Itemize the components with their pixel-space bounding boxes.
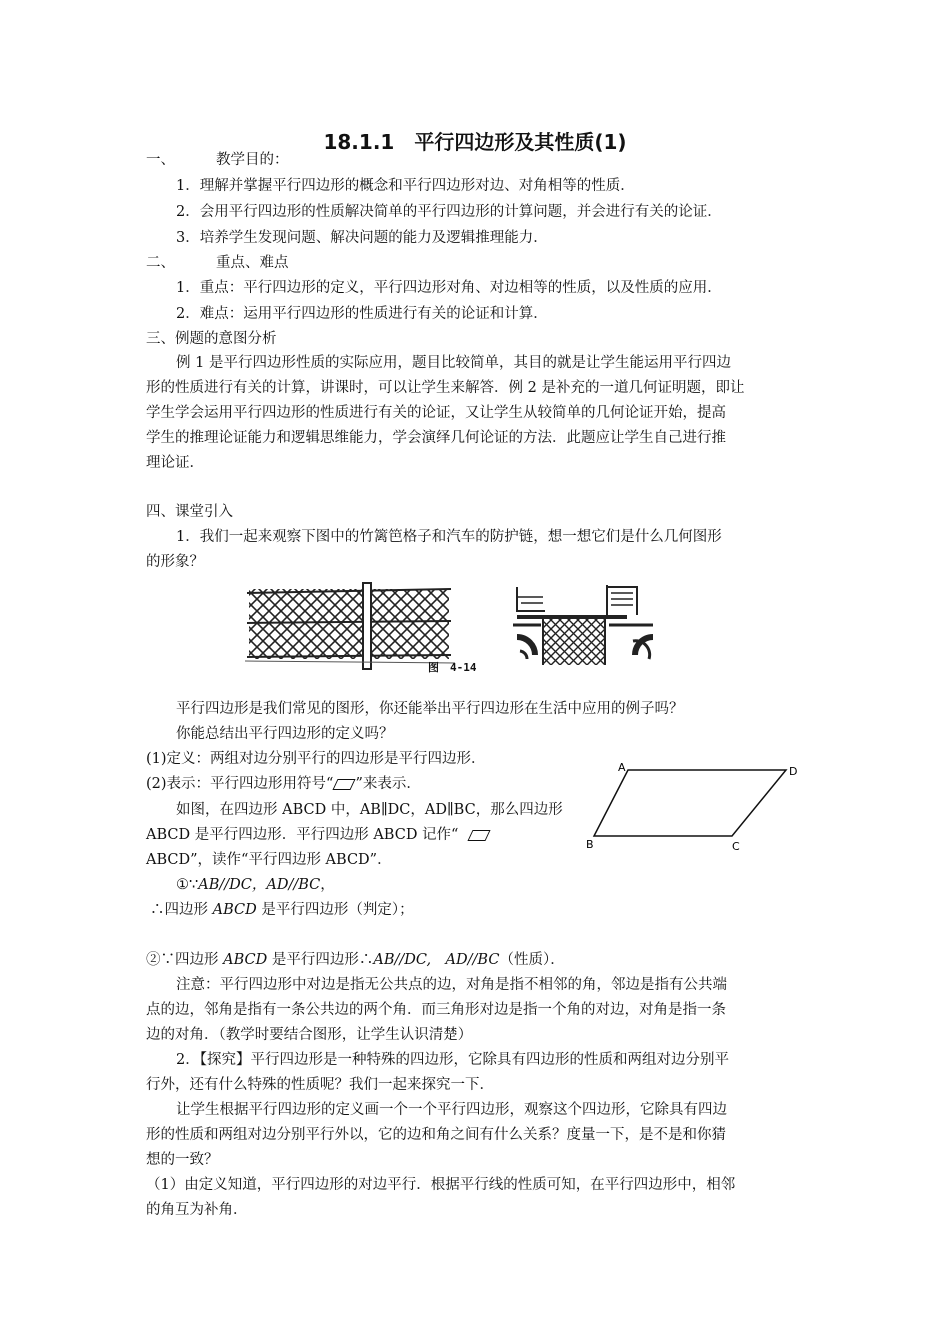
proof-line [146,950,565,970]
section-1-title: 教学目的： [216,152,289,168]
proof-math: ABCD [212,902,257,918]
proof-line [150,900,414,920]
notation-text: (2)表示：平行四边形用符号“ [146,776,334,792]
proof-text: 是平行四边形（判定）； [256,902,414,918]
section-2-item: 1．重点：平行四边形的定义，平行四边形对角、对边相等的性质，以及性质的应用． [176,280,722,296]
proof-text: ①∵ [176,877,199,893]
section-4-heading: 四、课堂引入 [146,504,233,520]
section-2-heading [146,253,289,273]
paragraph-line: 学生的推理论证能力和逻辑思维能力，学会演绎几何论证的方法．此题应让学生自己进行推 [146,430,726,446]
section-1-heading [146,150,289,170]
example-line: ABCD”，读作“平行四边形 ABCD”． [146,852,392,868]
paragraph-line: 想的一致？ [146,1152,219,1168]
paragraph-line: 形的性质和两组对边分别平行外以，它的边和角之间有什么关系？度量一下，是不是和你猜 [146,1127,726,1143]
section-2-number: 二、 [146,255,175,271]
car-guard-chain [513,585,653,665]
paragraph-line: 你能总结出平行四边形的定义吗？ [176,726,394,742]
proof-math: ABCD [223,952,268,968]
parallelogram-shape [594,770,786,836]
question-2-line: 行外，还有什么特殊的性质呢？我们一起来探究一下． [146,1077,494,1093]
proof-text: ∴四边形 [150,902,213,918]
bamboo-fence [245,583,455,669]
proof-line [176,875,335,895]
section-2-item: 2．难点：运用平行四边形的性质进行有关的论证和计算． [176,306,548,322]
vertex-label-c: C [732,840,740,853]
example-line [146,825,490,845]
example-text: ABCD 是平行四边形．平行四边形 ABCD 记作“ [146,827,459,843]
proof-text: ， [320,877,335,893]
notation-line [146,774,421,794]
note-line: 边的对角．（教学时要结合图形，让学生认识清楚） [146,1027,473,1043]
paragraph-line: 学生学会运用平行四边形的性质进行有关的论证，又让学生从较简单的几何论证开始，提高 [146,405,726,421]
question-1-line: 1．我们一起来观察下图中的竹篱笆格子和汽车的防护链，想一想它们是什么几何图形 [176,529,722,545]
vertex-label-b: B [586,838,594,851]
definition-line: (1)定义：两组对边分别平行的四边形是平行四边形． [146,751,486,767]
paragraph-line: 的角互为补角． [146,1202,248,1218]
proof-text: ②∵四边形 [146,952,224,968]
notation-text: ”来表示． [355,776,421,792]
section-1-number: 一、 [146,152,175,168]
paragraph-line: 形的性质进行有关的计算，讲课时，可以让学生来解答．例 2 是补充的一道几何证明题，即让 [146,380,745,396]
question-2-line: 2．【探究】平行四边形是一种特殊的四边形，它除具有四边形的性质和两组对边分别平 [176,1052,729,1068]
paragraph-line: 平行四边形是我们常见的图形，你还能举出平行四边形在生活中应用的例子吗？ [176,701,684,717]
section-3-heading: 三、例题的意图分析 [146,331,277,347]
parallelogram-diagram [580,758,810,858]
figure-caption: 图 4-14 [428,661,477,674]
paragraph-line: （1）由定义知道，平行四边形的对边平行．根据平行线的性质可知，在平行四边形中，相邻 [146,1177,736,1193]
section-1-item: 3．培养学生发现问题、解决问题的能力及逻辑推理能力． [176,230,548,246]
question-1-line: 的形象？ [146,554,204,570]
example-line: 如图，在四边形 ABCD 中，AB∥DC，AD∥BC，那么四边形 [176,802,563,818]
paragraph-line: 例 1 是平行四边形性质的实际应用，题目比较简单，其目的就是让学生能运用平行四边 [176,355,731,371]
proof-math: AB//DC，AD//BC [198,877,321,893]
proof-text: （性质）． [499,952,565,968]
section-1-item: 1．理解并掌握平行四边形的概念和平行四边形对边、对角相等的性质． [176,178,635,194]
page-title: 18.1.1 平行四边形及其性质(1) [323,130,627,154]
note-line: 注意：平行四边形中对边是指无公共点的边，对角是指不相邻的角，邻边是指有公共端 [176,977,727,993]
parallelogram-symbol-icon [333,779,356,790]
paragraph-line: 理论证． [146,455,204,471]
vertex-label-d: D [789,765,798,778]
section-1-item: 2．会用平行四边形的性质解决简单的平行四边形的计算问题，并会进行有关的论证． [176,204,722,220]
proof-math: AB//DC, AD//BC [373,952,500,968]
parallelogram-symbol-icon [468,830,491,841]
section-2-title: 重点、难点 [216,255,289,271]
vertex-label-a: A [618,761,626,774]
paragraph-line: 让学生根据平行四边形的定义画一个一个平行四边形，观察这个四边形，它除具有四边 [176,1102,727,1118]
note-line: 点的边，邻角是指有一条公共边的两个角．而三角形对边是指一个角的对边，对角是指一条 [146,1002,726,1018]
proof-text: 是平行四边形∴ [267,952,374,968]
